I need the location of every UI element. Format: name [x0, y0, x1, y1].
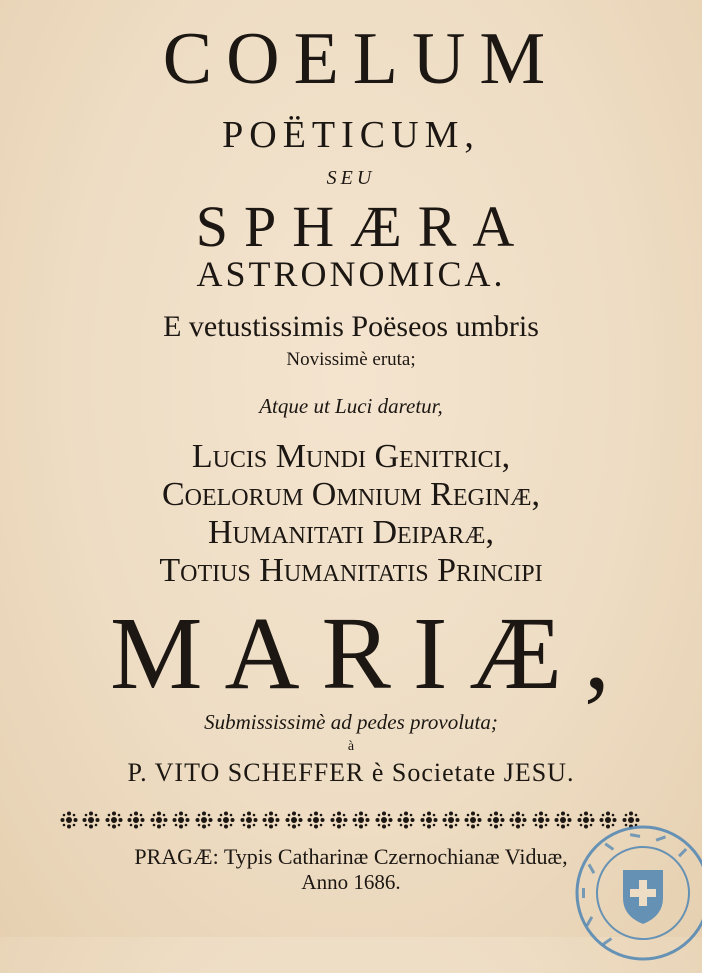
ornament-fleuron — [420, 811, 438, 829]
ornament-fleuron — [375, 811, 393, 829]
dedication-line-2: Coelorum Omnium Reginæ, — [161, 476, 541, 513]
dedicatee-mariae: MARIÆ, — [109, 596, 633, 711]
title-seu: SEU — [326, 167, 376, 189]
ornament-fleuron — [262, 811, 280, 829]
ornament-fleuron — [307, 811, 325, 829]
title-coelum: COELUM — [162, 18, 560, 100]
ornament-fleuron — [532, 811, 550, 829]
ornament-fleuron — [487, 811, 505, 829]
title-astronomica: ASTRONOMICA. — [196, 254, 506, 294]
ornament-fleuron — [330, 811, 348, 829]
dedication-closing: Submississimè ad pedes provoluta; — [204, 710, 498, 734]
ornament-fleuron — [60, 811, 78, 829]
ornament-fleuron — [352, 811, 370, 829]
ornament-fleuron — [172, 811, 190, 829]
ornament-fleuron — [105, 811, 123, 829]
ornament-fleuron — [127, 811, 145, 829]
dedication-intro: Atque ut Luci daretur, — [259, 394, 443, 418]
library-stamp — [568, 818, 702, 968]
ornament-fleuron — [82, 811, 100, 829]
ornament-fleuron — [195, 811, 213, 829]
author-preposition: à — [347, 739, 355, 754]
author-line: P. VITO SCHEFFER è Societate JESU. — [127, 758, 575, 787]
imprint-year: Anno 1686. — [301, 870, 401, 894]
ornament-fleuron — [217, 811, 235, 829]
ornament-fleuron — [240, 811, 258, 829]
ornament-fleuron — [397, 811, 415, 829]
subtitle-eruta: Novissimè eruta; — [286, 349, 416, 370]
dedication-line-1: Lucis Mundi Genitrici, — [191, 438, 511, 475]
subtitle-line: E vetustissimis Poëseos umbris — [163, 310, 539, 343]
title-poeticum: POËTICUM, — [222, 114, 480, 156]
imprint-place: PRAGÆ: Typis Catharinæ Czernochianæ Viduæ, — [134, 844, 568, 869]
ornament-fleuron — [509, 811, 527, 829]
ornament-fleuron — [285, 811, 303, 829]
ornament-fleuron — [442, 811, 460, 829]
printers-ornament-row — [60, 808, 640, 832]
ornament-fleuron — [464, 811, 482, 829]
title-sphaera: SPHÆRA — [195, 194, 531, 259]
ornament-fleuron — [150, 811, 168, 829]
dedication-line-4: Totius Humanitatis Principi — [159, 552, 543, 589]
dedication-line-3: Humanitati Deiparæ, — [208, 514, 494, 551]
